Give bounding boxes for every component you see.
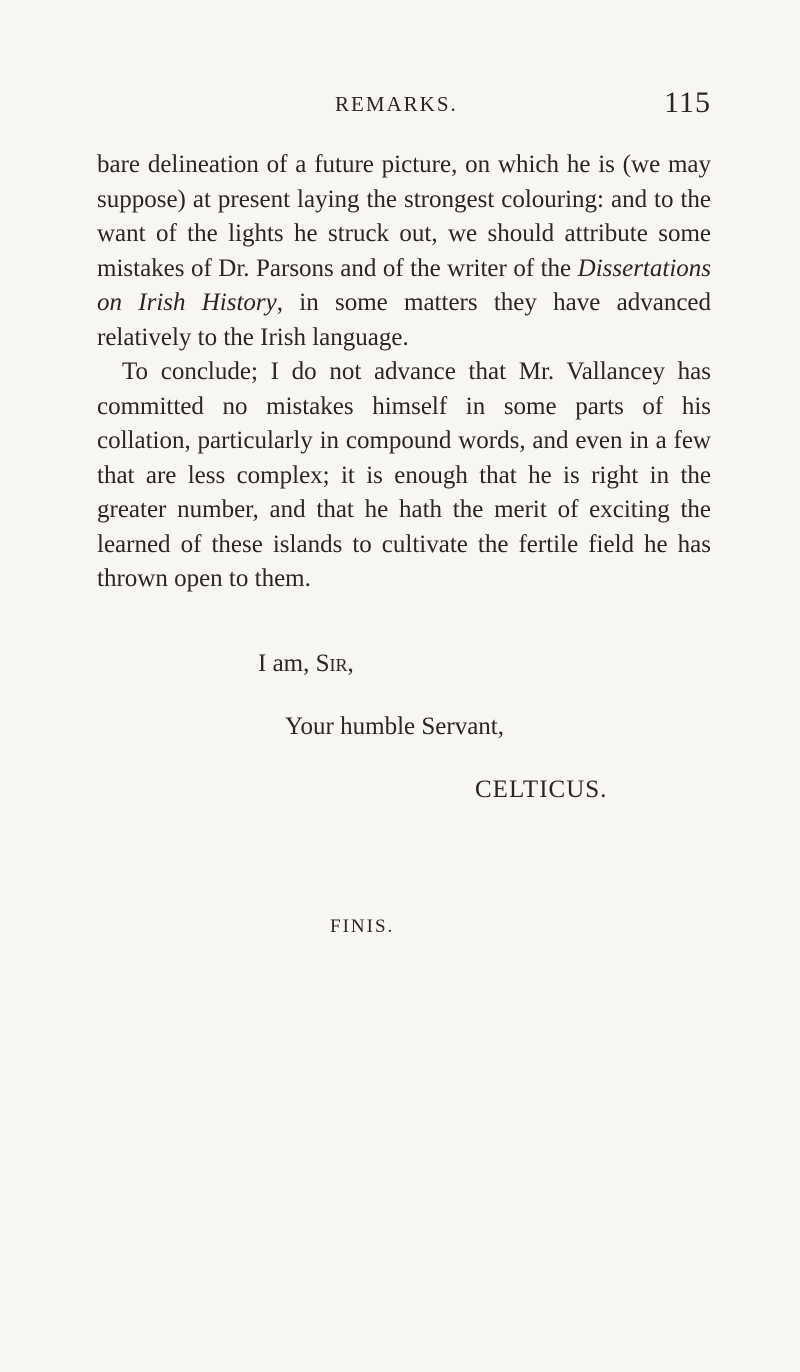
- paragraph-1: [97, 148, 711, 355]
- signature: CELTICUS.: [475, 776, 608, 803]
- paragraph-1-text-b: , in some matters they have advanced relatively to the Irish language.: [97, 289, 712, 351]
- closing-greeting: [258, 650, 354, 678]
- running-title: REMARKS.: [335, 92, 458, 116]
- greeting-prefix: I am,: [258, 650, 316, 677]
- greeting-name: Sir: [315, 650, 348, 677]
- page-number: 115: [664, 86, 711, 119]
- finis-mark: FINIS.: [330, 916, 395, 937]
- italic-book-title: Dissertations on Irish History: [97, 254, 711, 316]
- closing-servant: Your humble Servant,: [285, 713, 504, 740]
- paragraph-2: To conclude; I do not advance that Mr. Vallancey has committed no mistakes himself in some parts of his collation, particularly in compound words, and even in a few that are less complex; it is enough that he is right in the greater number, and that he hath the merit of exciting the learned of these islands to cultivate the fertile field he has thrown open to them.: [97, 358, 711, 592]
- body-text: [97, 148, 711, 597]
- greeting-suffix: ,: [347, 650, 354, 677]
- paragraph-1-text-a: bare delineation of a future picture, on which he is (we may suppose) at present laying the strongest colouring: and to the want of the lights he struck out, we should attribute some mistakes of Dr. Parsons and of the writer of the: [97, 151, 711, 282]
- running-head: [255, 86, 711, 132]
